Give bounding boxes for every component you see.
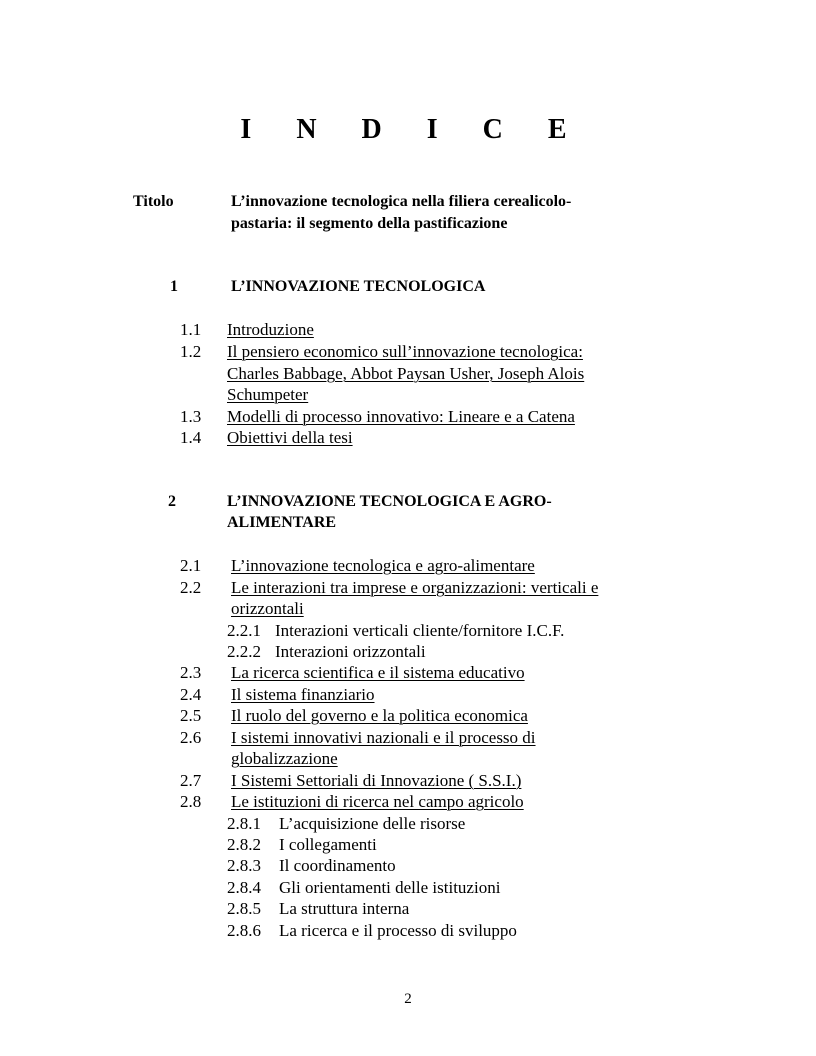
titolo-line-2: pastaria: il segmento della pastificazione [231, 215, 508, 232]
toc-number-2-8-5: 2.8.5 [227, 899, 261, 918]
toc-entry-2-2-2[interactable]: Interazioni orizzontali [275, 642, 426, 661]
toc-link-1-4[interactable]: Obiettivi della tesi [227, 428, 353, 447]
toc-entry-2-8-3[interactable]: Il coordinamento [279, 856, 396, 875]
toc-entry-2-8-4[interactable]: Gli orientamenti delle istituzioni [279, 878, 501, 897]
toc-link-2-6-line-1[interactable]: I sistemi innovativi nazionali e il processo di [231, 728, 536, 747]
toc-link-1-2-line-2[interactable]: Charles Babbage, Abbot Paysan Usher, Joseph Alois [227, 364, 585, 383]
toc-number-2-8-1: 2.8.1 [227, 814, 261, 833]
toc-number-2-2-1: 2.2.1 [227, 621, 261, 640]
chapter-2-title-line-1: L’INNOVAZIONE TECNOLOGICA E AGRO- [227, 493, 552, 510]
toc-number-2-8-4: 2.8.4 [227, 878, 261, 897]
toc-number-2-5: 2.5 [180, 706, 202, 725]
page-title: I N D I C E [240, 114, 586, 145]
toc-entry-2-2-1[interactable]: Interazioni verticali cliente/fornitore I.C.F. [275, 621, 565, 640]
toc-number-2-8-6: 2.8.6 [227, 921, 261, 940]
toc-number-2-8-2: 2.8.2 [227, 835, 261, 854]
toc-link-2-3[interactable]: La ricerca scientifica e il sistema educativo [231, 663, 525, 682]
chapter-1-number: 1 [170, 278, 178, 295]
toc-number-2-6: 2.6 [180, 728, 202, 747]
toc-link-2-5[interactable]: Il ruolo del governo e la politica economica [231, 706, 528, 725]
toc-number-2-8: 2.8 [180, 792, 202, 811]
toc-link-2-6-line-2[interactable]: globalizzazione [231, 749, 338, 768]
toc-link-2-1[interactable]: L’innovazione tecnologica e agro-alimentare [231, 556, 535, 575]
toc-number-1-3: 1.3 [180, 407, 202, 426]
titolo-label: Titolo [133, 193, 174, 210]
toc-link-2-2-line-1[interactable]: Le interazioni tra imprese e organizzazioni: verticali e [231, 578, 599, 597]
toc-entry-2-8-1[interactable]: L’acquisizione delle risorse [279, 814, 466, 833]
toc-link-2-4[interactable]: Il sistema finanziario [231, 685, 375, 704]
toc-number-2-2: 2.2 [180, 578, 202, 597]
toc-number-2-2-2: 2.2.2 [227, 642, 261, 661]
toc-number-1-2: 1.2 [180, 342, 202, 361]
toc-link-1-2-line-3[interactable]: Schumpeter [227, 385, 309, 404]
toc-number-1-1: 1.1 [180, 320, 202, 339]
toc-link-1-2-line-1[interactable]: Il pensiero economico sull’innovazione tecnologica: [227, 342, 583, 361]
toc-link-2-8[interactable]: Le istituzioni di ricerca nel campo agricolo [231, 792, 524, 811]
toc-link-2-7[interactable]: I Sistemi Settoriali di Innovazione ( S.S.I.) [231, 771, 522, 790]
toc-link-1-3[interactable]: Modelli di processo innovativo: Lineare e a Catena [227, 407, 575, 426]
chapter-1-title: L’INNOVAZIONE TECNOLOGICA [231, 278, 486, 295]
toc-number-2-4: 2.4 [180, 685, 202, 704]
toc-link-1-1[interactable]: Introduzione [227, 320, 314, 339]
titolo-line-1: L’innovazione tecnologica nella filiera cerealicolo- [231, 193, 572, 210]
chapter-2-number: 2 [168, 493, 176, 510]
toc-number-2-1: 2.1 [180, 556, 202, 575]
toc-number-2-8-3: 2.8.3 [227, 856, 261, 875]
chapter-2-title-line-2: ALIMENTARE [227, 514, 337, 531]
toc-number-1-4: 1.4 [180, 428, 202, 447]
toc-entry-2-8-5[interactable]: La struttura interna [279, 899, 410, 918]
toc-number-2-7: 2.7 [180, 771, 202, 790]
toc-entry-2-8-6[interactable]: La ricerca e il processo di sviluppo [279, 921, 517, 940]
toc-entry-2-8-2[interactable]: I collegamenti [279, 835, 377, 854]
toc-link-2-2-line-2[interactable]: orizzontali [231, 599, 304, 618]
toc-number-2-3: 2.3 [180, 663, 202, 682]
page-number: 2 [404, 991, 412, 1007]
